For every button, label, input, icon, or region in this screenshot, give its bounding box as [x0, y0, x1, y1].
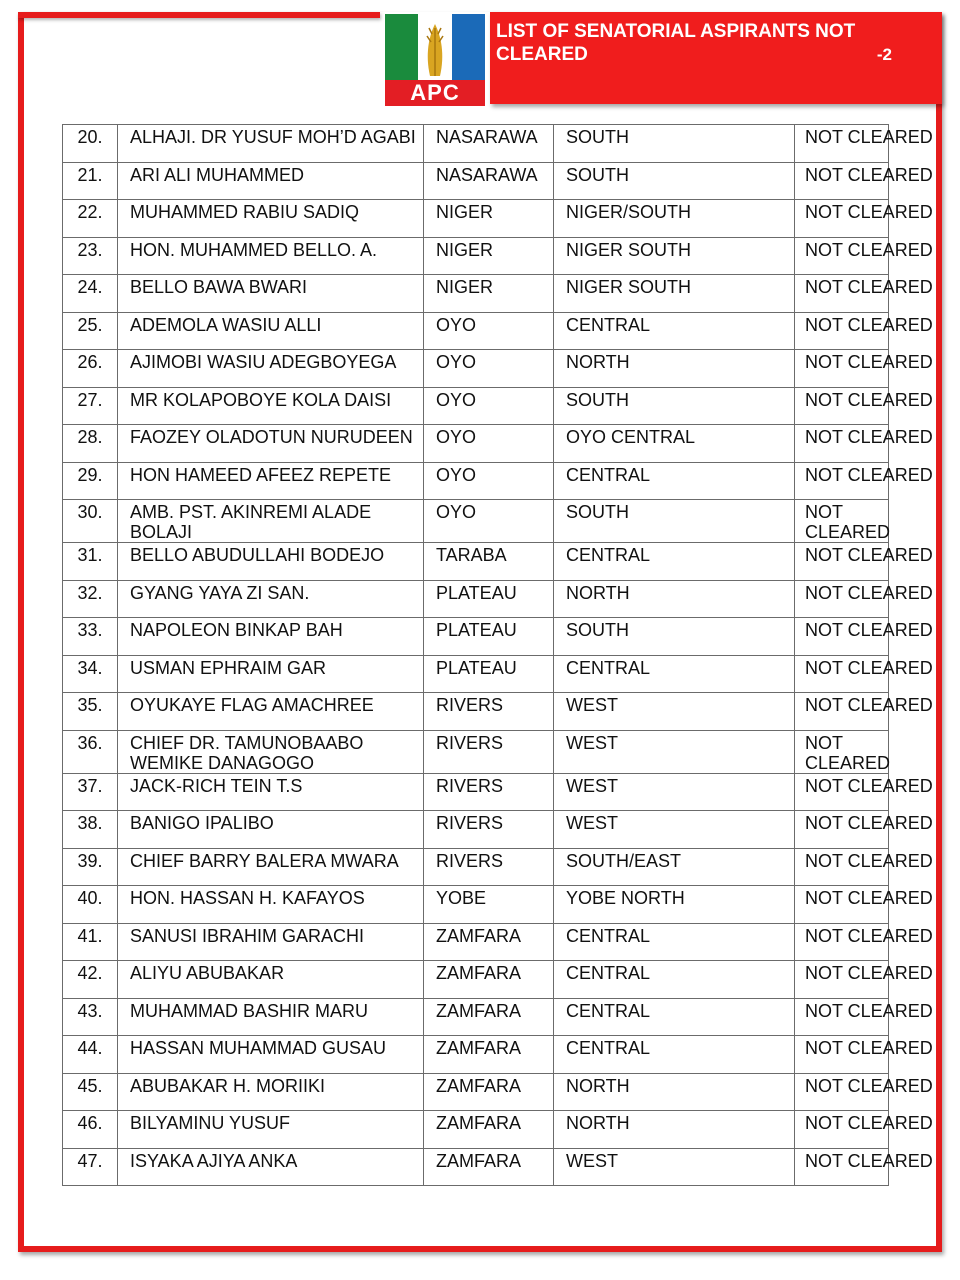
status-cell: NOT CLEARED	[795, 886, 889, 924]
row-number: 26.	[63, 350, 118, 388]
state-cell: RIVERS	[424, 730, 554, 773]
row-number: 23.	[63, 237, 118, 275]
state-cell: NIGER	[424, 237, 554, 275]
row-number: 29.	[63, 462, 118, 500]
table-row	[63, 1148, 889, 1186]
status-cell: NOT CLEARED	[795, 425, 889, 463]
row-number: 31.	[63, 543, 118, 581]
status-cell: NOT CLEARED	[795, 655, 889, 693]
district-cell: CENTRAL	[554, 462, 795, 500]
district-cell: CENTRAL	[554, 961, 795, 999]
district-cell: CENTRAL	[554, 543, 795, 581]
table-row	[63, 886, 889, 924]
table-row	[63, 998, 889, 1036]
table-row	[63, 350, 889, 388]
page-number: -2	[876, 45, 892, 64]
status-cell: NOT CLEARED	[795, 730, 889, 773]
aspirant-name: HASSAN MUHAMMAD GUSAU	[118, 1036, 424, 1074]
aspirant-name: AMB. PST. AKINREMI ALADE BOLAJI	[118, 500, 424, 543]
row-number: 33.	[63, 618, 118, 656]
row-number: 30.	[63, 500, 118, 543]
row-number: 21.	[63, 162, 118, 200]
district-cell: NORTH	[554, 580, 795, 618]
aspirant-name: SANUSI IBRAHIM GARACHI	[118, 923, 424, 961]
status-cell: NOT CLEARED	[795, 387, 889, 425]
status-cell: NOT CLEARED	[795, 1148, 889, 1186]
state-cell: ZAMFARA	[424, 1036, 554, 1074]
status-cell: NOT CLEARED	[795, 125, 889, 163]
aspirant-name: AJIMOBI WASIU ADEGBOYEGA	[118, 350, 424, 388]
district-cell: NIGER SOUTH	[554, 237, 795, 275]
row-number: 45.	[63, 1073, 118, 1111]
status-cell: NOT CLEARED	[795, 773, 889, 811]
table-row	[63, 618, 889, 656]
row-number: 47.	[63, 1148, 118, 1186]
row-number: 44.	[63, 1036, 118, 1074]
status-cell: NOT CLEARED	[795, 312, 889, 350]
status-cell: NOT CLEARED	[795, 811, 889, 849]
status-cell: NOT CLEARED	[795, 848, 889, 886]
district-cell: SOUTH	[554, 387, 795, 425]
state-cell: ZAMFARA	[424, 923, 554, 961]
aspirant-name: ALHAJI. DR YUSUF MOH’D AGABI	[118, 125, 424, 163]
row-number: 22.	[63, 200, 118, 238]
state-cell: NIGER	[424, 200, 554, 238]
row-number: 43.	[63, 998, 118, 1036]
state-cell: RIVERS	[424, 848, 554, 886]
state-cell: RIVERS	[424, 693, 554, 731]
row-number: 42.	[63, 961, 118, 999]
state-cell: YOBE	[424, 886, 554, 924]
aspirant-name: ADEMOLA WASIU ALLI	[118, 312, 424, 350]
state-cell: PLATEAU	[424, 618, 554, 656]
state-cell: NASARAWA	[424, 125, 554, 163]
aspirant-name: BANIGO IPALIBO	[118, 811, 424, 849]
row-number: 34.	[63, 655, 118, 693]
district-cell: SOUTH	[554, 162, 795, 200]
state-cell: RIVERS	[424, 773, 554, 811]
table-row	[63, 655, 889, 693]
table-row	[63, 773, 889, 811]
table-row	[63, 543, 889, 581]
table-row	[63, 730, 889, 773]
row-number: 39.	[63, 848, 118, 886]
table-row	[63, 923, 889, 961]
table-row	[63, 425, 889, 463]
row-number: 32.	[63, 580, 118, 618]
table-row	[63, 1036, 889, 1074]
aspirant-name: BILYAMINU YUSUF	[118, 1111, 424, 1149]
logo-text: APC	[385, 80, 485, 106]
status-cell: NOT CLEARED	[795, 1073, 889, 1111]
row-number: 41.	[63, 923, 118, 961]
aspirant-name: ALIYU ABUBAKAR	[118, 961, 424, 999]
aspirant-name: MUHAMMED RABIU SADIQ	[118, 200, 424, 238]
table-row	[63, 237, 889, 275]
aspirant-name: NAPOLEON BINKAP BAH	[118, 618, 424, 656]
status-cell: NOT CLEARED	[795, 580, 889, 618]
aspirants-table	[62, 124, 933, 1186]
district-cell: NORTH	[554, 1073, 795, 1111]
aspirant-name: ABUBAKAR H. MORIIKI	[118, 1073, 424, 1111]
header-banner	[490, 12, 942, 104]
state-cell: OYO	[424, 387, 554, 425]
district-cell: SOUTH	[554, 500, 795, 543]
district-cell: CENTRAL	[554, 998, 795, 1036]
aspirant-name: MR KOLAPOBOYE KOLA DAISI	[118, 387, 424, 425]
table-row	[63, 200, 889, 238]
district-cell: SOUTH	[554, 618, 795, 656]
status-cell: NOT CLEARED	[795, 162, 889, 200]
table-row	[63, 500, 889, 543]
table-row	[63, 961, 889, 999]
aspirants-table-body	[63, 125, 933, 1186]
table-row	[63, 1111, 889, 1149]
state-cell: NASARAWA	[424, 162, 554, 200]
district-cell: WEST	[554, 730, 795, 773]
table-row	[63, 162, 889, 200]
district-cell: WEST	[554, 811, 795, 849]
aspirant-name: BELLO ABUDULLAHI BODEJO	[118, 543, 424, 581]
district-cell: OYO CENTRAL	[554, 425, 795, 463]
state-cell: ZAMFARA	[424, 961, 554, 999]
table-row	[63, 462, 889, 500]
status-cell: NOT CLEARED	[795, 961, 889, 999]
aspirant-name: MUHAMMAD BASHIR MARU	[118, 998, 424, 1036]
district-cell: NIGER/SOUTH	[554, 200, 795, 238]
state-cell: ZAMFARA	[424, 1148, 554, 1186]
status-cell: NOT CLEARED	[795, 543, 889, 581]
status-cell: NOT CLEARED	[795, 462, 889, 500]
state-cell: ZAMFARA	[424, 998, 554, 1036]
table-row	[63, 312, 889, 350]
state-cell: ZAMFARA	[424, 1111, 554, 1149]
apc-logo	[385, 14, 485, 106]
district-cell: WEST	[554, 693, 795, 731]
state-cell: NIGER	[424, 275, 554, 313]
row-number: 35.	[63, 693, 118, 731]
table-row	[63, 693, 889, 731]
top-border-bar	[18, 12, 380, 18]
status-cell: NOT CLEARED	[795, 1111, 889, 1149]
aspirant-name: JACK-RICH TEIN T.S	[118, 773, 424, 811]
table-row	[63, 811, 889, 849]
status-cell: NOT CLEARED	[795, 200, 889, 238]
status-cell: NOT CLEARED	[795, 923, 889, 961]
state-cell: OYO	[424, 312, 554, 350]
district-cell: WEST	[554, 1148, 795, 1186]
state-cell: TARABA	[424, 543, 554, 581]
status-cell: NOT CLEARED	[795, 275, 889, 313]
status-cell: NOT CLEARED	[795, 237, 889, 275]
state-cell: OYO	[424, 425, 554, 463]
state-cell: PLATEAU	[424, 655, 554, 693]
state-cell: ZAMFARA	[424, 1073, 554, 1111]
status-cell: NOT CLEARED	[795, 618, 889, 656]
row-number: 27.	[63, 387, 118, 425]
row-number: 25.	[63, 312, 118, 350]
aspirant-name: CHIEF DR. TAMUNOBAABO WEMIKE DANAGOGO	[118, 730, 424, 773]
row-number: 46.	[63, 1111, 118, 1149]
table-row	[63, 125, 889, 163]
row-number: 28.	[63, 425, 118, 463]
aspirant-name: ARI ALI MUHAMMED	[118, 162, 424, 200]
aspirant-name: BELLO BAWA BWARI	[118, 275, 424, 313]
aspirant-name: HON. MUHAMMED BELLO. A.	[118, 237, 424, 275]
row-number: 38.	[63, 811, 118, 849]
aspirant-name: GYANG YAYA ZI SAN.	[118, 580, 424, 618]
row-number: 20.	[63, 125, 118, 163]
district-cell: SOUTH/EAST	[554, 848, 795, 886]
table-row	[63, 848, 889, 886]
table-row	[63, 1073, 889, 1111]
aspirant-name: FAOZEY OLADOTUN NURUDEEN	[118, 425, 424, 463]
aspirant-name: HON. HASSAN H. KAFAYOS	[118, 886, 424, 924]
state-cell: OYO	[424, 500, 554, 543]
status-cell: NOT CLEARED	[795, 500, 889, 543]
district-cell: WEST	[554, 773, 795, 811]
document-title: LIST OF SENATORIAL ASPIRANTS NOT CLEARED	[496, 21, 856, 65]
state-cell: OYO	[424, 462, 554, 500]
aspirant-name: OYUKAYE FLAG AMACHREE	[118, 693, 424, 731]
state-cell: OYO	[424, 350, 554, 388]
row-number: 40.	[63, 886, 118, 924]
table-row	[63, 387, 889, 425]
district-cell: NIGER SOUTH	[554, 275, 795, 313]
district-cell: CENTRAL	[554, 655, 795, 693]
district-cell: NORTH	[554, 350, 795, 388]
row-number: 36.	[63, 730, 118, 773]
aspirant-name: HON HAMEED AFEEZ REPETE	[118, 462, 424, 500]
aspirant-name: USMAN EPHRAIM GAR	[118, 655, 424, 693]
table-row	[63, 275, 889, 313]
row-number: 24.	[63, 275, 118, 313]
state-cell: PLATEAU	[424, 580, 554, 618]
aspirant-name: ISYAKA AJIYA ANKA	[118, 1148, 424, 1186]
district-cell: NORTH	[554, 1111, 795, 1149]
district-cell: CENTRAL	[554, 1036, 795, 1074]
district-cell: YOBE NORTH	[554, 886, 795, 924]
status-cell: NOT CLEARED	[795, 998, 889, 1036]
apc-flag-icon	[385, 14, 485, 80]
district-cell: CENTRAL	[554, 923, 795, 961]
district-cell: SOUTH	[554, 125, 795, 163]
status-cell: NOT CLEARED	[795, 1036, 889, 1074]
table-row	[63, 580, 889, 618]
status-cell: NOT CLEARED	[795, 693, 889, 731]
district-cell: CENTRAL	[554, 312, 795, 350]
aspirant-name: CHIEF BARRY BALERA MWARA	[118, 848, 424, 886]
status-cell: NOT CLEARED	[795, 350, 889, 388]
row-number: 37.	[63, 773, 118, 811]
state-cell: RIVERS	[424, 811, 554, 849]
